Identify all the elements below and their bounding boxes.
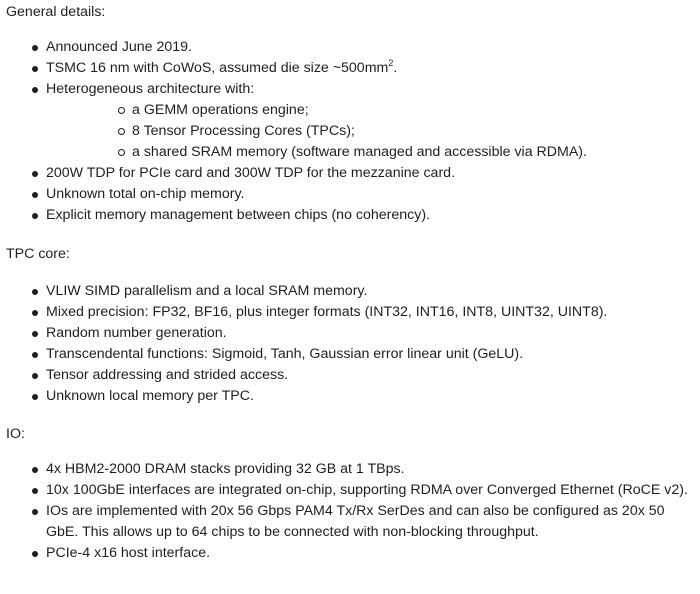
- sublist-item: a shared SRAM memory (software managed and accessible via RDMA).: [46, 142, 692, 163]
- list-item: PCIe-4 x16 host interface.: [0, 543, 700, 564]
- list-item: Unknown total on-chip memory.: [0, 184, 700, 205]
- list-item: Unknown local memory per TPC.: [0, 386, 700, 407]
- list-item: Explicit memory management between chips (no coherency).: [0, 205, 700, 226]
- list-item: Mixed precision: FP32, BF16, plus integer formats (INT32, INT16, INT8, UINT32, UINT8).: [0, 302, 700, 323]
- list-item: Announced June 2019.: [0, 37, 700, 58]
- tpc-core-list: [0, 281, 700, 407]
- section-heading-io: IO:: [6, 426, 25, 442]
- superscript: 2: [388, 58, 394, 68]
- io-list: [0, 459, 700, 564]
- general-details-list: [0, 37, 700, 226]
- list-item: Transcendental functions: Sigmoid, Tanh, Gaussian error linear unit (GeLU).: [0, 344, 700, 365]
- list-item: Heterogeneous architecture with: a GEMM operations engine; 8 Tensor Processing Cores (TPCs); a shared SRAM memory (software managed and accessible via RDMA).: [0, 79, 700, 163]
- section-heading-general: General details:: [6, 4, 106, 20]
- section-heading-tpc: TPC core:: [6, 246, 70, 262]
- list-item: TSMC 16 nm with CoWoS, assumed die size $\sim 500mm^2$.: [0, 58, 700, 79]
- sublist-item: 8 Tensor Processing Cores (TPCs);: [46, 121, 692, 142]
- architecture-sublist: [46, 100, 692, 163]
- list-item: Tensor addressing and strided access.: [0, 365, 700, 386]
- list-item: 200W TDP for PCIe card and 300W TDP for the mezzanine card.: [0, 163, 700, 184]
- list-item: VLIW SIMD parallelism and a local SRAM memory.: [0, 281, 700, 302]
- list-item: Random number generation.: [0, 323, 700, 344]
- list-item: IOs are implemented with 20x 56 Gbps PAM4 Tx/Rx SerDes and can also be configured as 20x 50 GbE. This allows up to 64 chips to be connected with non-blocking throughput.: [0, 501, 700, 543]
- list-item: 4x HBM2-2000 DRAM stacks providing 32 GB at 1 TBps.: [0, 459, 700, 480]
- list-item: 10x 100GbE interfaces are integrated on-chip, supporting RDMA over Converged Ethernet (RoCE v2).: [0, 480, 700, 501]
- sublist-item: a GEMM operations engine;: [46, 100, 692, 121]
